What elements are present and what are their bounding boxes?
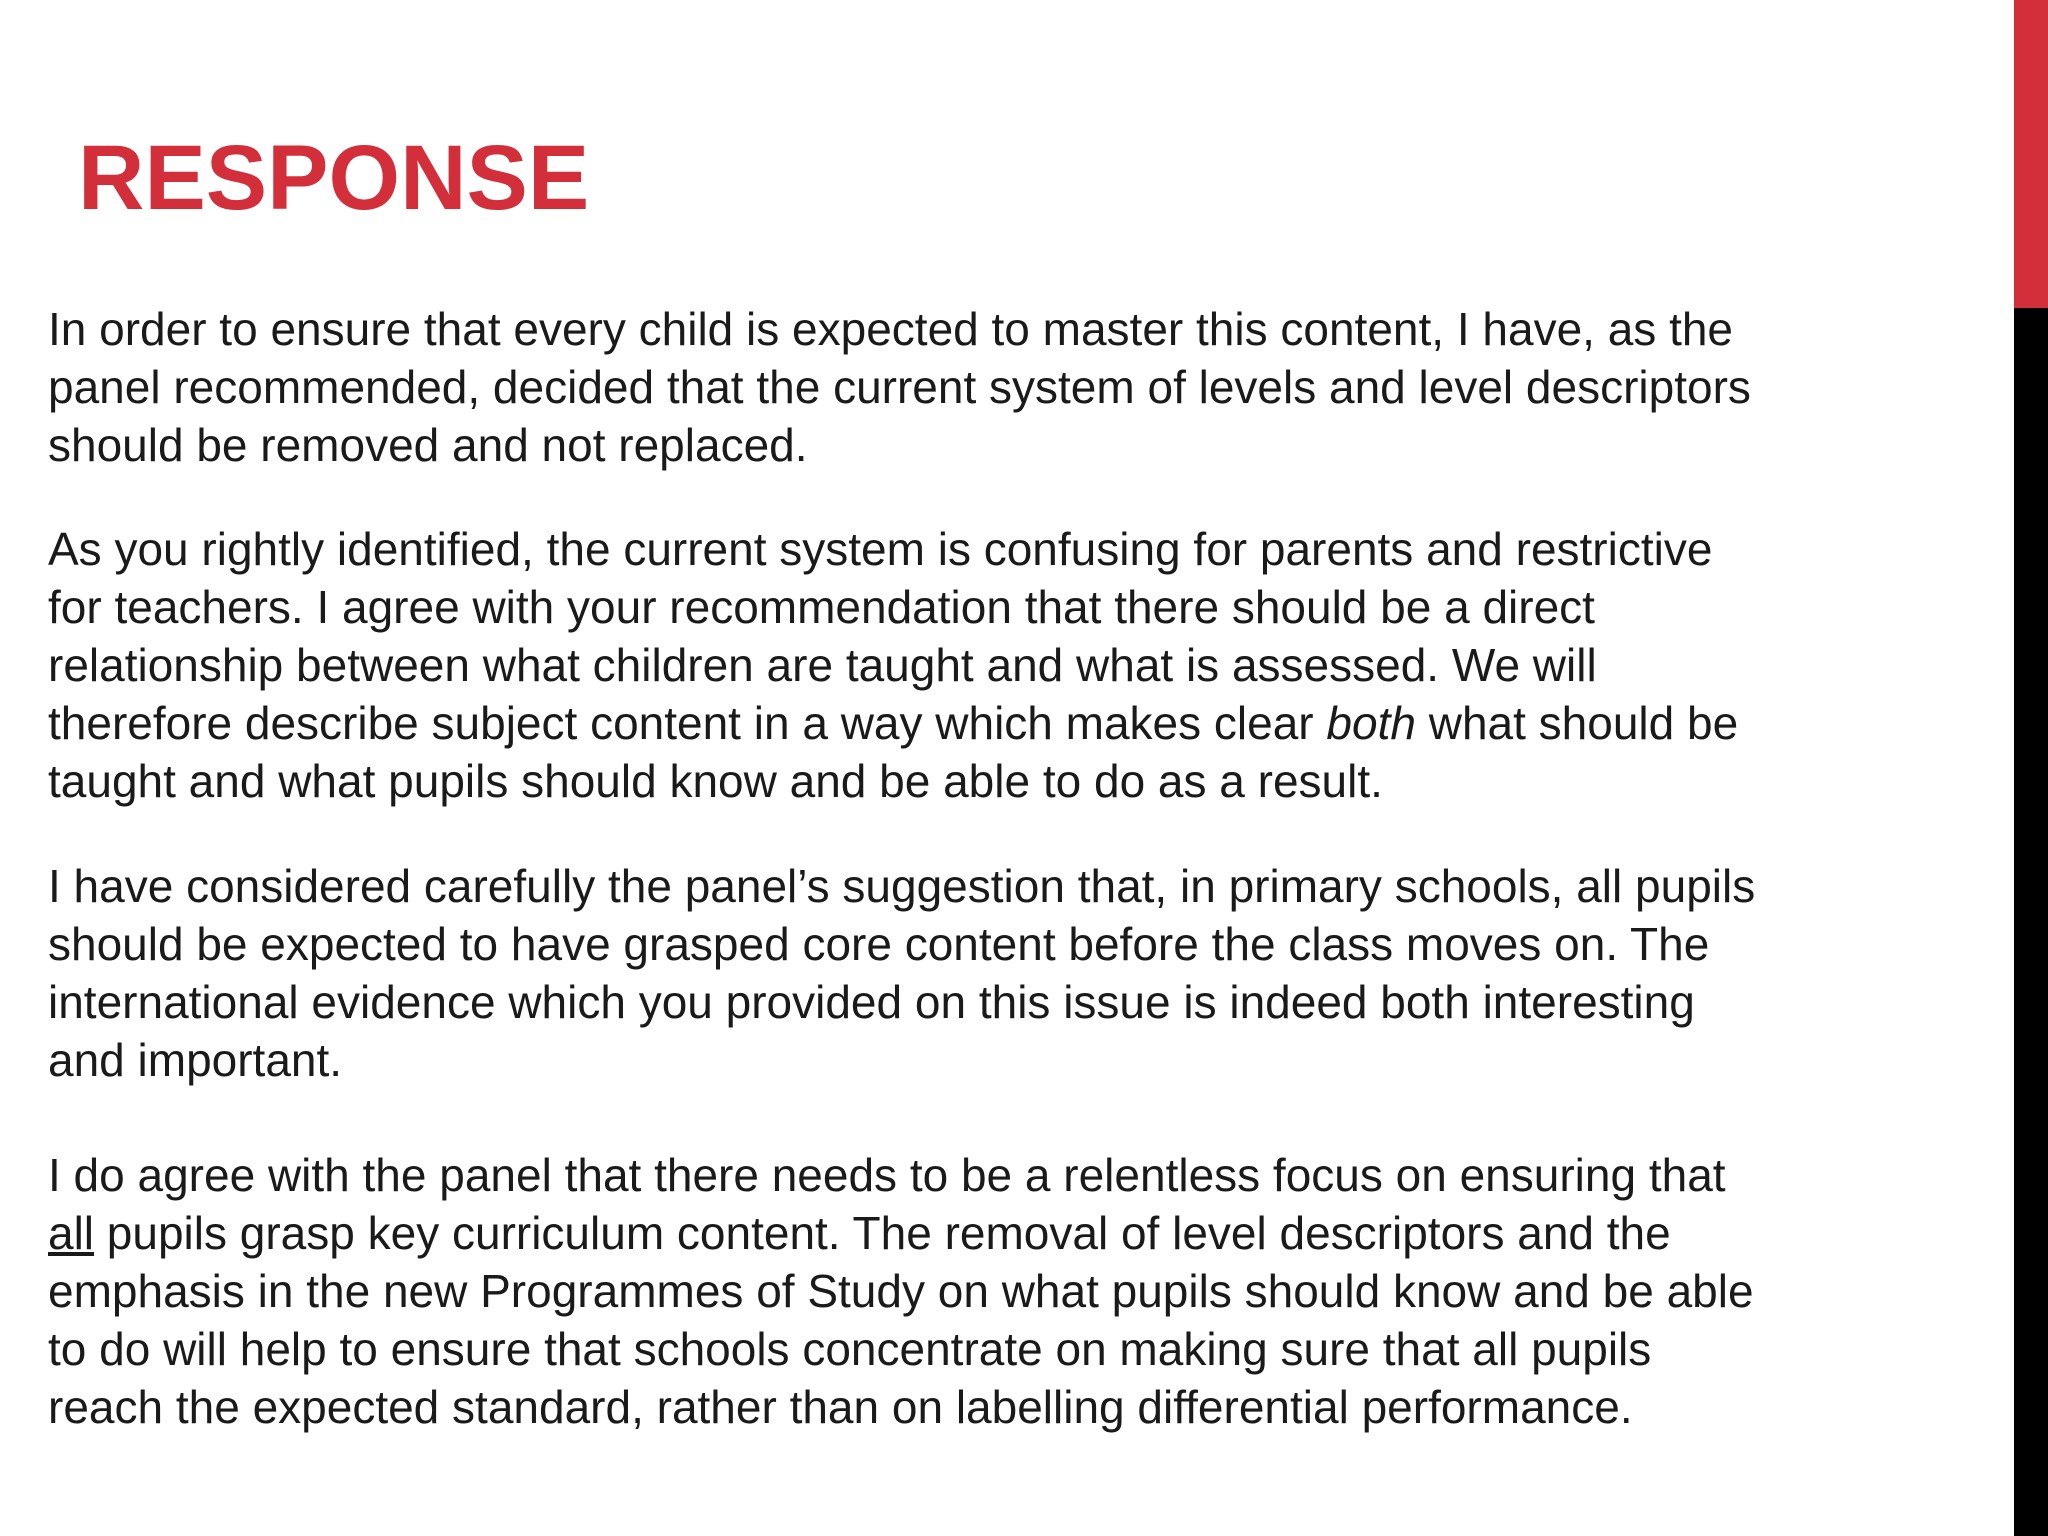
text-segment: therefore describe subject content in a way which makes clear [48,697,1327,749]
paragraph-line: I have considered carefully the panel’s suggestion that, in primary schools, all pupils [48,860,1756,912]
paragraph-line: to do will help to ensure that schools concentrate on making sure that all pupils [48,1323,1652,1375]
paragraph-line: emphasis in the new Programmes of Study on what pupils should know and be able [48,1265,1754,1317]
paragraph-line: In order to ensure that every child is expected to master this content, I have, as the [48,303,1734,355]
paragraph-line: should be removed and not replaced. [48,419,808,471]
text-segment: what should be [1415,697,1739,749]
paragraph-line: panel recommended, decided that the current system of levels and level descriptors [48,361,1751,413]
paragraph-line [48,694,1948,752]
paragraph-3 [48,857,1948,1089]
underline-emphasis: all [48,1207,95,1259]
paragraph-line [48,1204,1948,1262]
paragraph-line: taught and what pupils should know and be able to do as a result. [48,755,1383,807]
slide-title: RESPONSE [78,127,590,229]
italic-emphasis: both [1326,697,1416,749]
side-accent-bar-black [2014,308,2048,1536]
paragraph-1 [48,300,1948,474]
paragraph-line: and important. [48,1034,343,1086]
paragraph-line: for teachers. I agree with your recommendation that there should be a direct [48,581,1595,633]
text-segment: pupils grasp key curriculum content. The removal of level descriptors and the [94,1207,1671,1259]
side-accent-bar-red [2014,0,2048,308]
paragraph-line: relationship between what children are taught and what is assessed. We will [48,639,1597,691]
paragraph-line: I do agree with the panel that there needs to be a relentless focus on ensuring that [48,1149,1726,1201]
paragraph-line: As you rightly identified, the current system is confusing for parents and restrictive [48,523,1713,575]
paragraph-line: should be expected to have grasped core content before the class moves on. The [48,918,1710,970]
paragraph-line: reach the expected standard, rather than on labelling differential performance. [48,1381,1633,1433]
paragraph-2 [48,520,1948,810]
paragraph-line: international evidence which you provided on this issue is indeed both interesting [48,976,1695,1028]
paragraph-4 [48,1146,1948,1436]
